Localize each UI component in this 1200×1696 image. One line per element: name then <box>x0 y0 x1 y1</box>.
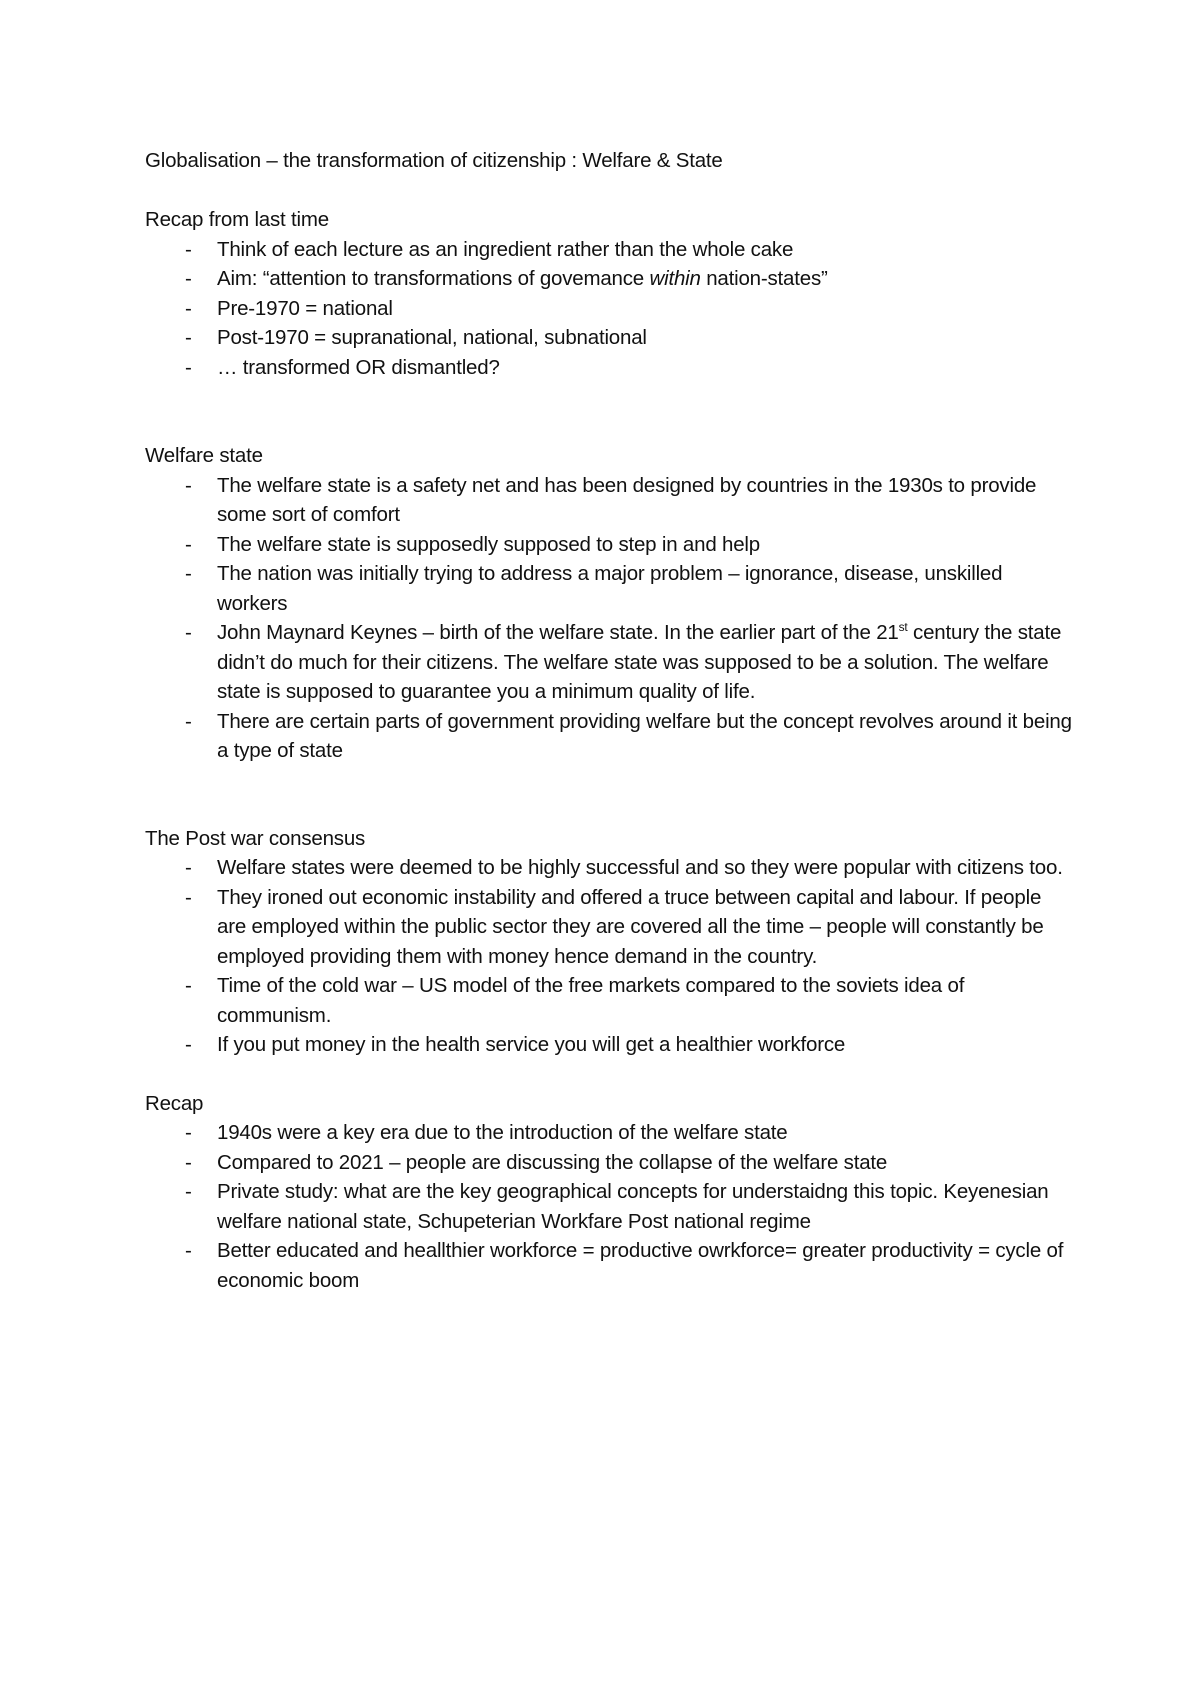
list-item-text: John Maynard Keynes – birth of the welfare state. In the earlier part of the 21 <box>217 621 899 644</box>
bullet-list-welfare-state <box>145 471 1075 766</box>
list-item-text: century the state didn’t do much for their citizens. The welfare state was supposed to be a solution. The welfare state is supposed to guarantee you a minimum quality of life. <box>217 621 1062 703</box>
document-body <box>145 146 1075 1295</box>
bullet-list-recap <box>145 1118 1075 1295</box>
list-item: - There are certain parts of government providing welfare but the concept revolves around it being a type of state <box>145 707 1075 766</box>
list-item: - Private study: what are the key geographical concepts for understaidng this topic. Keyenesian welfare national state, Schupeterian Workfare Post national regime <box>145 1177 1075 1236</box>
list-item: - 1940s were a key era due to the introduction of the welfare state <box>145 1118 1075 1148</box>
section-heading-welfare-state: Welfare state <box>145 444 263 467</box>
list-item <box>145 264 1075 294</box>
list-item-text: nation-states” <box>700 267 828 290</box>
section-heading-post-war-consensus: The Post war consensus <box>145 826 366 850</box>
section-heading-recap: Recap <box>145 1091 204 1115</box>
list-item: - The nation was initially trying to address a major problem – ignorance, disease, unskilled workers <box>145 559 1075 618</box>
list-item: - They ironed out economic instability and offered a truce between capital and labour. If people are employed within the public sector they are covered all the time – people will constantly be employed providing them with money hence demand in the country. <box>145 883 1075 972</box>
bullet-list-post-war-consensus <box>145 853 1075 1060</box>
section-heading-recap-from-last-time: Recap from last time <box>145 208 329 231</box>
list-item: - If you put money in the health service you will get a healthier workforce <box>145 1030 1075 1060</box>
emphasis-text: within <box>649 267 701 290</box>
superscript-text: st <box>898 620 908 635</box>
list-item: - Pre-1970 = national <box>145 294 1075 324</box>
list-item: - Compared to 2021 – people are discussing the collapse of the welfare state <box>145 1148 1075 1178</box>
bullet-list-recap-from-last-time <box>145 235 1075 383</box>
list-item: - Welfare states were deemed to be highly successful and so they were popular with citizens too. <box>145 853 1075 883</box>
list-item: - The welfare state is a safety net and has been designed by countries in the 1930s to provide some sort of comfort <box>145 471 1075 530</box>
list-item: - Time of the cold war – US model of the free markets compared to the soviets idea of communism. <box>145 971 1075 1030</box>
document-title: Globalisation – the transformation of citizenship : Welfare & State <box>145 149 723 172</box>
list-item: - Think of each lecture as an ingredient rather than the whole cake <box>145 235 1075 265</box>
list-item: - The welfare state is supposedly supposed to step in and help <box>145 530 1075 560</box>
list-item: - Better educated and heallthier workforce = productive owrkforce= greater productivity = cycle of economic boom <box>145 1236 1075 1295</box>
list-item-text: Aim: “attention to transformations of govemance <box>217 267 650 290</box>
list-item: - Post-1970 = supranational, national, subnational <box>145 323 1075 353</box>
list-item <box>145 618 1075 707</box>
list-item: - … transformed OR dismantled? <box>145 353 1075 383</box>
